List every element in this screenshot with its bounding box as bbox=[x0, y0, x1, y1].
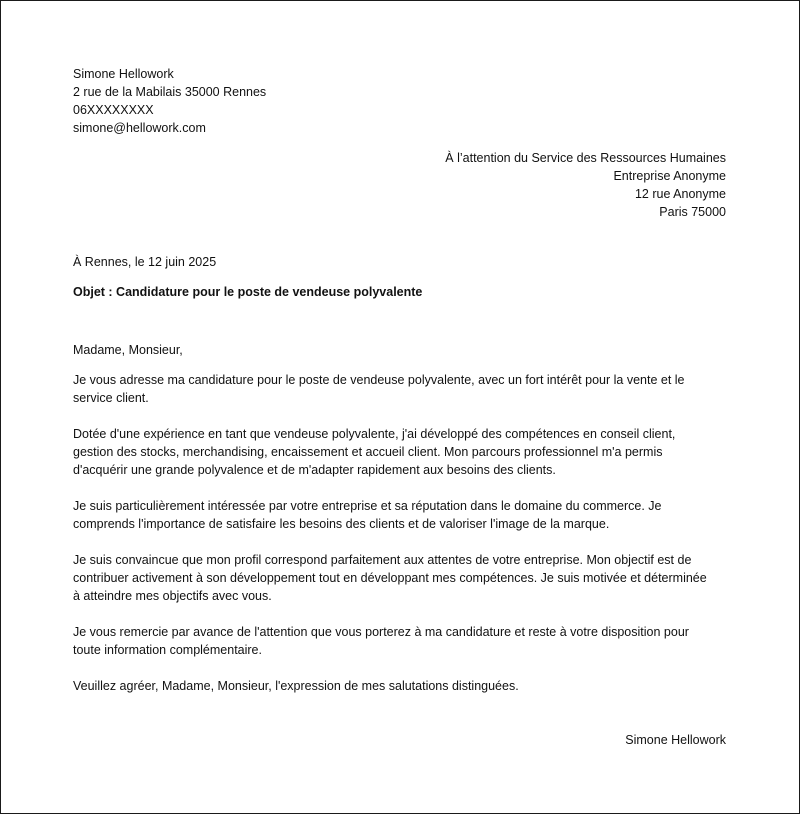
body-paragraph-3-line-1: Je suis particulièrement intéressée par votre entreprise et sa réputation dans le domaine du commerce. Je bbox=[73, 499, 662, 513]
sender-address: 2 rue de la Mabilais 35000 Rennes bbox=[73, 85, 267, 99]
body-paragraph-2-line-1: Dotée d'une expérience en tant que vendeuse polyvalente, j'ai développé des compétences en conseil client, bbox=[73, 427, 676, 441]
recipient-attention: À l’attention du Service des Ressources Humaines bbox=[445, 151, 726, 165]
sender-name: Simone Hellowork bbox=[73, 67, 174, 81]
closing-formula: Veuillez agréer, Madame, Monsieur, l'expression de mes salutations distinguées. bbox=[73, 679, 519, 693]
body-paragraph-3-line-2: comprends l'importance de satisfaire les besoins des clients et de valoriser l'image de la marque. bbox=[73, 517, 610, 531]
sender-phone: 06XXXXXXXX bbox=[73, 103, 154, 117]
subject-line: Objet : Candidature pour le poste de vendeuse polyvalente bbox=[73, 285, 423, 299]
recipient-company: Entreprise Anonyme bbox=[613, 169, 726, 183]
body-paragraph-2-line-3: d'acquérir une grande polyvalence et de m'adapter rapidement aux besoins des clients. bbox=[73, 463, 556, 477]
body-paragraph-4-line-3: à atteindre mes objectifs avec vous. bbox=[73, 589, 272, 603]
date-line: À Rennes, le 12 juin 2025 bbox=[73, 255, 217, 269]
body-paragraph-5-line-2: toute information complémentaire. bbox=[73, 643, 262, 657]
body-paragraph-4-line-2: contribuer activement à son développement tout en développant mes compétences. Je suis motivée et déterminée bbox=[73, 571, 707, 585]
signature: Simone Hellowork bbox=[625, 733, 726, 747]
sender-email: simone@hellowork.com bbox=[73, 121, 206, 135]
salutation: Madame, Monsieur, bbox=[73, 343, 183, 357]
body-paragraph-1-line-1: Je vous adresse ma candidature pour le poste de vendeuse polyvalente, avec un fort intérêt pour la vente et le bbox=[73, 373, 685, 387]
recipient-city: Paris 75000 bbox=[659, 205, 726, 219]
recipient-street: 12 rue Anonyme bbox=[634, 187, 726, 201]
body-paragraph-2-line-2: gestion des stocks, merchandising, encaissement et accueil client. Mon parcours professionnel m'a permis bbox=[73, 445, 663, 459]
body-paragraph-1-line-2: service client. bbox=[73, 391, 149, 405]
body-paragraph-4-line-1: Je suis convaincue que mon profil correspond parfaitement aux attentes de votre entreprise. Mon objectif est de bbox=[73, 553, 692, 567]
body-paragraph-5-line-1: Je vous remercie par avance de l'attention que vous porterez à ma candidature et reste à votre disposition pour bbox=[73, 625, 689, 639]
